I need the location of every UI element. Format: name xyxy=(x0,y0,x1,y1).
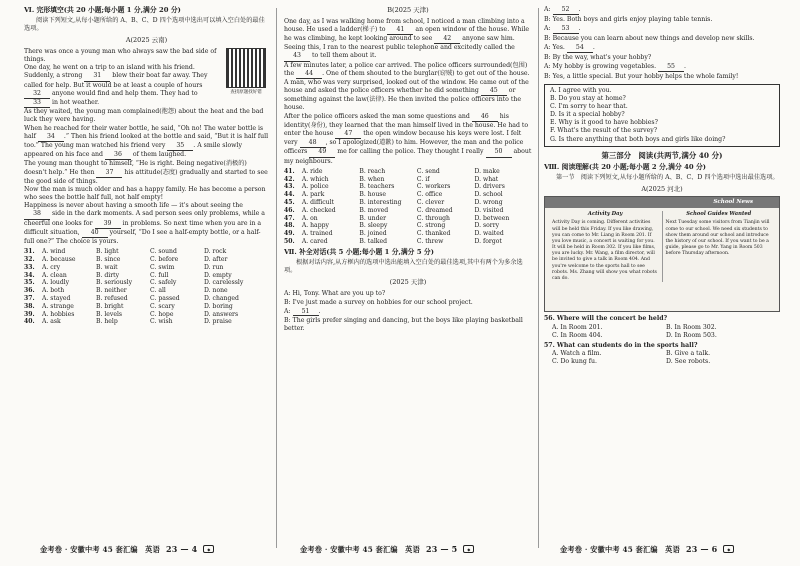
answer-blank: 39 xyxy=(95,220,121,229)
text-run: yourself, “Do I see a half-empty bottle, or a half-full one?” The choice is yours. xyxy=(24,228,261,246)
text-run: . xyxy=(318,307,321,315)
option-choice: C. thanked xyxy=(416,230,451,238)
option-choice: D. See robots. xyxy=(666,358,711,366)
question-number: 48. xyxy=(284,222,295,230)
answer-blank: 42 xyxy=(434,35,460,44)
dialog-line xyxy=(544,35,780,43)
dialog xyxy=(284,290,532,334)
text-run: to tell them about it. xyxy=(310,52,377,60)
option-choice: D. wrong xyxy=(474,198,503,206)
option-choice: B. when xyxy=(359,175,385,183)
option-choice: B. since xyxy=(96,256,121,264)
text-run: B: Yes, a little special. But your hobby helps the whole family! xyxy=(544,72,739,80)
paragraph xyxy=(284,18,532,62)
option-choice: B. moved xyxy=(359,206,389,214)
footer-text: 金考卷 · 安徽中考 45 套汇编 英语 xyxy=(300,544,420,554)
passage-title: A(2025 河北) xyxy=(641,184,683,193)
column-right xyxy=(544,6,780,542)
text-run: or something against the law(法律). He then invited the police officers into the house. xyxy=(284,87,521,112)
passage-title: B(2025 天津) xyxy=(387,6,429,14)
text-run: A: Hi, Tony. What are you up to? xyxy=(284,289,386,297)
option-row xyxy=(284,183,532,191)
question-number: 50. xyxy=(284,237,295,245)
option-choice: A. both xyxy=(42,287,65,295)
option-choice: B. house xyxy=(359,191,386,199)
page-number: 23 — 6 xyxy=(685,544,718,554)
page-number: 23 — 4 xyxy=(165,544,198,554)
dialog-line xyxy=(544,44,780,53)
option-choice: B. wait xyxy=(96,263,118,271)
option-choice: B. bright xyxy=(96,302,124,310)
option-choice: A. ask xyxy=(42,318,61,326)
answer-blank: 33 xyxy=(24,99,50,108)
question-number: 46. xyxy=(284,206,295,214)
question-number: 45. xyxy=(284,198,295,206)
option-choice: C. Do kung fu. xyxy=(552,358,597,366)
text-run: .” Then his friend looked at the bottle and said, “But it is half full too.” The young man watched his friend very xyxy=(24,132,269,149)
option-choice: B. seriously xyxy=(96,279,133,287)
option-choice: A. on xyxy=(301,214,318,222)
option-choice: C. before xyxy=(150,256,179,264)
option-row xyxy=(24,287,269,295)
section-title: Ⅷ. 阅读理解(共 20 小题;每小题 2 分,满分 40 分) xyxy=(544,162,706,171)
question-options-row xyxy=(544,324,780,332)
box-option: D. Is it a special hobby? xyxy=(550,111,625,119)
passage-title: A(2025 云南) xyxy=(125,36,168,45)
question-text: 57. What can students do in the sports hall? xyxy=(544,341,698,349)
option-choice: D. rock xyxy=(204,248,227,256)
text-run: in problems. So next time when you are in a difficult situation, xyxy=(24,219,262,236)
option-choice: A. clean xyxy=(42,271,67,279)
box-option: C. I'm sorry to hear that. xyxy=(550,102,628,110)
option-row xyxy=(24,311,269,319)
option-choice: A. wind xyxy=(42,248,66,256)
box-option: G. Is there anything that both boys and girls like doing? xyxy=(550,135,726,143)
box-option: B. Do you stay at home? xyxy=(550,94,626,102)
answer-blank: 34 xyxy=(38,133,64,142)
paragraph xyxy=(284,62,532,113)
option-row xyxy=(24,272,269,280)
question-number: 41. xyxy=(284,167,295,175)
option-choice: D. boring xyxy=(204,302,233,310)
option-row xyxy=(284,207,532,215)
text-run: B: The girls prefer singing and dancing, but the boys like playing basketball better. xyxy=(284,317,523,333)
option-choice: B. In Room 302. xyxy=(666,323,717,331)
answer-blank: 45 xyxy=(481,87,507,96)
answer-blank: 40 xyxy=(82,229,108,238)
option-choice: B. joined xyxy=(359,230,387,238)
news-left-title: Activity Day xyxy=(587,211,623,218)
option-choice: C. threw xyxy=(416,237,444,245)
text-run: . xyxy=(592,43,595,51)
option-choice: D. waited xyxy=(474,230,504,238)
text-run: There was once a young man who always saw the bad side of things. xyxy=(24,47,217,64)
answer-blank: 49 xyxy=(309,148,335,157)
option-choice: A. loudly xyxy=(42,279,70,287)
option-choice: D. praise xyxy=(204,318,232,326)
question-number: 39. xyxy=(24,310,35,318)
text-run: his attitude(态度) gradually and started to see the good side of things. xyxy=(24,168,268,185)
text-run: . One of them shouted to the burglar(窃贼) to get out of the house. A man, who was very surprised, looked out of the window. He came out of the house and asked the police officers whether he did something xyxy=(284,69,530,95)
box-option: F. What's the result of the survey? xyxy=(550,127,658,135)
option-choice: C. if xyxy=(416,175,430,183)
text-run: Now the man is much older and has a happy family. He has become a person who sees the bottle half full, not half empty! xyxy=(24,185,266,202)
option-choice: A. checked xyxy=(301,206,336,214)
answer-blank: 55 xyxy=(658,63,684,72)
option-row xyxy=(24,248,269,256)
answer-blank: 48 xyxy=(300,139,326,148)
dialog-line xyxy=(544,54,780,62)
text-run: anyone would find and help them. They had to xyxy=(50,89,198,97)
answer-blank: 52 xyxy=(553,6,579,15)
question-number: 31. xyxy=(24,248,35,256)
news-banner: School News xyxy=(545,197,779,208)
option-choice: A. police xyxy=(301,183,329,191)
option-choice: C. wish xyxy=(150,318,173,326)
dialog-line xyxy=(284,308,532,317)
text-run: anyone saw him. Seeing this, I ran to the nearest public telephone and excitedly called the xyxy=(284,34,515,52)
text-run: of them laughed. xyxy=(130,151,187,159)
column-left xyxy=(24,6,269,542)
qr-caption: 查找原题找好错 xyxy=(230,89,262,95)
option-choice: A. strange xyxy=(42,302,74,310)
text-run: side in the dark moments. A sad person sees only problems, while a cheerful one looks for xyxy=(24,210,265,227)
option-choice: C. strong xyxy=(416,222,446,230)
logo-icon: ◆ xyxy=(203,545,214,553)
text-run: B: By the way, what's your hobby? xyxy=(544,53,652,61)
news-right-text: Next Tuesday some visitors from Tianjin will come to our school. We need six students to show them around our school and introduce the history of our school. If you want to be a guide, please go to Mr. Yang in Room 503 before Thursday afternoon. xyxy=(665,220,770,257)
section-instruction: 第一节 阅读下列短文,从每小题所给的 A、B、C、D 四个选项中选出最佳选项。 xyxy=(556,173,779,181)
option-choice: A. which xyxy=(301,175,329,183)
option-choice: C. through xyxy=(416,214,450,222)
option-choice: C. hope xyxy=(150,310,174,318)
option-choice: B. neither xyxy=(96,287,127,295)
option-choice: C. In Room 404. xyxy=(552,331,603,339)
column-divider xyxy=(538,8,539,548)
answer-blank: 38 xyxy=(24,210,50,219)
paragraph xyxy=(24,160,269,186)
text-run: me for calling the police. They thought I really xyxy=(335,148,486,156)
option-choice: D. carelessly xyxy=(204,279,244,287)
question-number: 40. xyxy=(24,318,35,326)
qr-code-icon xyxy=(226,48,266,88)
option-choice: A. because xyxy=(42,256,76,264)
option-choice: C. passed xyxy=(150,295,180,303)
options-list xyxy=(284,168,532,246)
section-title: Ⅶ. 补全对话(共 5 小题;每小题 1 分,满分 5 分) xyxy=(284,247,434,256)
text-run: A: My hobby is growing vegetables. xyxy=(544,62,659,70)
dialog-line xyxy=(544,73,780,81)
option-choice: A. park xyxy=(301,191,325,199)
answer-blank: 53 xyxy=(553,25,579,34)
section-title: Ⅵ. 完形填空(共 20 小题;每小题 1 分,满分 20 分) xyxy=(24,6,181,14)
option-choice: D. In Room 503. xyxy=(666,331,717,339)
text-run: . xyxy=(578,6,581,13)
options-list xyxy=(24,248,269,326)
part-title: 第三部分 阅读(共两节,满分 40 分) xyxy=(601,150,723,160)
dialog-line xyxy=(284,317,532,333)
option-choice: D. changed xyxy=(204,295,239,303)
answer-blank: 44 xyxy=(296,70,322,79)
option-choice: B. Give a talk. xyxy=(666,350,711,358)
dialog-line xyxy=(284,299,532,307)
dialog-line xyxy=(544,25,780,34)
text-run: blew their boat far away. They called for help. But it would be at least a couple of hours xyxy=(24,72,208,89)
question-number: 43. xyxy=(284,183,295,191)
option-choice: A. stayed xyxy=(42,295,71,303)
option-row xyxy=(284,238,532,246)
option-choice: D. school xyxy=(474,191,503,199)
text-run: in hot weather. xyxy=(50,99,100,107)
footer xyxy=(40,544,214,555)
option-choice: B. refused xyxy=(96,295,128,303)
text-run: , so I apologized(道歉) to him. However, the man and the police officers xyxy=(284,139,524,156)
section-instruction: 阅读下列短文,从每小题所给的 A、B、C、D 四个选项中选出可以填入空白处的最佳选项。 xyxy=(24,16,265,33)
text-run: A: Yes. xyxy=(544,43,567,51)
option-row xyxy=(284,168,532,176)
answer-blank: 31 xyxy=(84,72,110,81)
question-number: 37. xyxy=(24,295,35,303)
option-choice: D. forgot xyxy=(474,237,502,245)
answer-blank: 43 xyxy=(284,52,310,61)
question-number: 33. xyxy=(24,263,35,271)
answer-blank: 54 xyxy=(567,44,593,53)
news-guides-wanted xyxy=(662,211,776,282)
option-row xyxy=(284,215,532,223)
text-run: B: Because you can learn about new things and develop new skills. xyxy=(544,34,755,42)
paragraph xyxy=(24,202,269,246)
column-divider xyxy=(276,8,277,548)
option-choice: B. light xyxy=(96,248,119,256)
option-choice: B. under xyxy=(359,214,387,222)
answer-blank: 47 xyxy=(335,130,361,139)
option-row xyxy=(284,222,532,230)
option-choice: C. dreamed xyxy=(416,206,453,214)
option-row xyxy=(24,264,269,272)
option-row xyxy=(284,230,532,238)
option-choice: D. empty xyxy=(204,271,232,279)
question-options-row xyxy=(544,350,780,358)
question-text: 56. Where will the concert be held? xyxy=(544,315,668,323)
text-run: his identity(身份), they learned that the man himself lived in the house. He had to enter the house xyxy=(284,112,529,138)
option-choice: A. trained xyxy=(301,230,333,238)
option-choice: D. between xyxy=(474,214,510,222)
paragraph xyxy=(284,113,532,166)
text-run: One day, as I was walking home from school, I noticed a man climbing into a house. He used a ladder(梯子) to xyxy=(284,17,525,33)
options-box xyxy=(544,84,780,147)
footer xyxy=(560,544,734,555)
question-number: 34. xyxy=(24,271,35,279)
option-choice: B. sleepy xyxy=(359,222,388,230)
section-instruction: 根据对话内容,从方框内的选项中选出能填入空白处的最佳选项,其中有两个为多余选项。 xyxy=(284,258,523,274)
paragraph xyxy=(24,108,269,124)
option-choice: C. sound xyxy=(150,248,177,256)
option-row xyxy=(284,176,532,184)
dialog-title: (2025 天津) xyxy=(389,278,427,287)
option-choice: B. interesting xyxy=(359,198,402,206)
dialog xyxy=(544,6,780,81)
text-run: The young man thought to himself, “He is right. Being negative(消极的) doesn't help.” He then xyxy=(24,160,247,176)
text-run: B: Yes. Both boys and girls enjoy playing table tennis. xyxy=(544,15,713,23)
option-choice: D. after xyxy=(204,256,228,264)
option-choice: C. all xyxy=(150,287,166,295)
text-run: about my neighbours. xyxy=(284,148,532,165)
news-right-title: School Guides Wanted xyxy=(686,211,752,218)
answer-blank: 35 xyxy=(167,142,193,151)
paragraph xyxy=(24,186,269,202)
option-row xyxy=(284,199,532,207)
answer-blank: 50 xyxy=(486,148,512,157)
text-run: . A smile slowly appeared on his face and xyxy=(24,141,242,159)
text-run: After the police officers asked the man some questions and xyxy=(284,112,472,120)
answer-blank: 37 xyxy=(96,169,122,178)
option-row xyxy=(24,318,269,326)
dialog-line xyxy=(544,6,780,15)
passage-body xyxy=(284,18,532,166)
questions xyxy=(544,315,780,366)
answer-blank: 36 xyxy=(105,151,131,160)
question-number: 42. xyxy=(284,175,295,183)
text-run: the open window because his keys were lost. I felt very xyxy=(284,130,522,147)
footer-text: 金考卷 · 安徽中考 45 套汇编 英语 xyxy=(40,544,160,554)
option-choice: D. answers xyxy=(204,310,239,318)
option-choice: C. clever xyxy=(416,198,445,206)
dialog-line xyxy=(284,290,532,298)
option-choice: A. hobbies xyxy=(42,310,75,318)
option-choice: D. none xyxy=(204,287,228,295)
option-choice: B. reach xyxy=(359,167,386,175)
option-row xyxy=(24,279,269,287)
option-choice: A. Watch a film. xyxy=(552,350,602,358)
paragraph xyxy=(24,125,269,161)
question xyxy=(544,315,780,340)
question-options-row xyxy=(544,358,780,366)
question-number: 44. xyxy=(284,191,295,199)
question-number: 38. xyxy=(24,302,35,310)
column-middle xyxy=(284,6,532,542)
text-run: One day, he went on a trip to an island with his friend. Suddenly, a strong xyxy=(24,64,195,80)
option-row xyxy=(24,295,269,303)
option-row xyxy=(284,191,532,199)
option-choice: B. talked xyxy=(359,237,387,245)
dialog-line xyxy=(544,63,780,72)
option-choice: B. help xyxy=(96,318,118,326)
option-choice: B. dirty xyxy=(96,271,120,279)
option-choice: C. workers xyxy=(416,183,451,191)
option-choice: D. run xyxy=(204,263,224,271)
option-choice: C. safely xyxy=(150,279,177,287)
option-choice: D. sorry xyxy=(474,222,500,230)
dialog-line xyxy=(544,16,780,24)
text-run: an open window of the house. While he was climbing, he kept looking around to see xyxy=(284,25,530,42)
option-row xyxy=(24,256,269,264)
option-choice: A. In Room 201. xyxy=(552,323,603,331)
news-left-text: Activity Day is coming. Different activities will be held this Friday. If you like drawing, you can come to Mr. Liang in Room 201. If you love music, a concert is waiting for you. It will be held in Room 302. If you like films, you are lucky. Mr. Wang, a film director, will be invited to give a talk in Room 404. And you're welcome to the sports hall to see robots. Ms. Zhang will show you what robots can do. xyxy=(552,220,657,282)
option-choice: A. happy xyxy=(301,222,329,230)
option-choice: D. drivers xyxy=(474,183,505,191)
page-number: 23 — 5 xyxy=(425,544,458,554)
answer-blank: 32 xyxy=(24,90,50,99)
news-activity-day xyxy=(549,211,662,282)
text-run: . xyxy=(578,24,581,32)
option-choice: B. teachers xyxy=(359,183,395,191)
question xyxy=(544,342,780,367)
question-number: 47. xyxy=(284,214,295,222)
option-choice: B. levels xyxy=(96,310,123,318)
question-number: 36. xyxy=(24,287,35,295)
question-options-row xyxy=(544,332,780,340)
option-row xyxy=(24,303,269,311)
option-choice: A. cared xyxy=(301,237,328,245)
option-choice: D. what xyxy=(474,175,499,183)
logo-icon: ◆ xyxy=(463,545,474,553)
option-choice: A. difficult xyxy=(301,198,334,206)
box-option: E. Why is it good to have hobbies? xyxy=(550,119,658,127)
text-run: B: I've just made a survey on hobbies for our school project. xyxy=(284,298,473,306)
option-choice: C. send xyxy=(416,167,440,175)
text-run: A: xyxy=(544,6,553,13)
text-run: . xyxy=(684,62,686,70)
school-news-image xyxy=(544,196,780,312)
question-number: 49. xyxy=(284,230,295,238)
option-choice: A. cry xyxy=(42,263,61,271)
text-run: When he reached for their water bottle, he said, “Oh no! The water bottle is half xyxy=(24,124,264,140)
text-run: A: xyxy=(544,24,553,32)
option-choice: D. make xyxy=(474,167,500,175)
answer-blank: 41 xyxy=(387,26,413,35)
footer xyxy=(300,544,474,555)
option-choice: C. office xyxy=(416,191,443,199)
answer-blank: 46 xyxy=(472,113,498,122)
question-number: 32. xyxy=(24,256,35,264)
box-option: A. I agree with you. xyxy=(550,86,612,94)
text-run: Happiness is never about having a smooth life — it's about seeing the xyxy=(24,202,243,210)
text-run: A: xyxy=(284,307,293,315)
footer-text: 金考卷 · 安徽中考 45 套汇编 英语 xyxy=(560,544,680,554)
answer-blank: 51 xyxy=(293,308,319,317)
option-choice: C. full xyxy=(150,271,169,279)
logo-icon: ◆ xyxy=(723,545,734,553)
text-run: As they waited, the young man complained(抱怨) about the heat and the bad luck they were having. xyxy=(24,108,264,124)
text-run: A few minutes later, a police car arrived. The police officers surrounded(包围) the xyxy=(284,61,528,77)
qr-code xyxy=(223,48,269,96)
option-choice: C. swim xyxy=(150,263,175,271)
question-number: 35. xyxy=(24,279,35,287)
option-choice: D. visited xyxy=(474,206,504,214)
option-choice: C. scary xyxy=(150,302,175,310)
option-choice: A. ride xyxy=(301,167,323,175)
